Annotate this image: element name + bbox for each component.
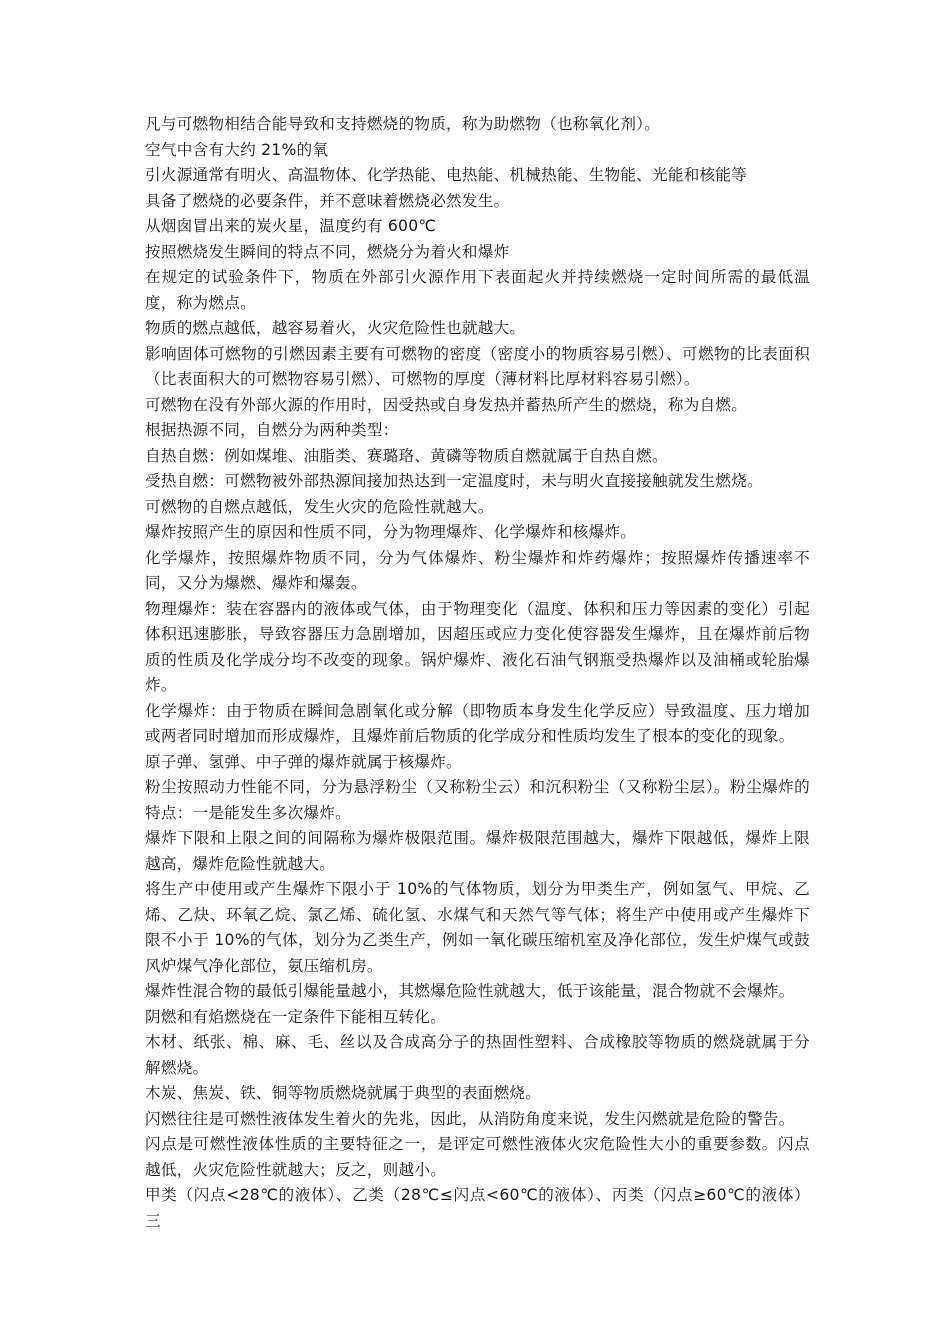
paragraph: 物质的燃点越低，越容易着火，火灾危险性也就越大。 bbox=[145, 319, 526, 337]
paragraph: 化学爆炸：由于物质在瞬间急剧氧化或分解（即物质本身发生化学反应）导致温度、压力增加或两者同时增加而形成爆炸，且爆炸前后物质的化学成分和性质均发生了根本的变化的现象。 bbox=[145, 701, 810, 745]
paragraph: 根据热源不同，自燃分为两种类型： bbox=[145, 421, 399, 439]
paragraph: 凡与可燃物相结合能导致和支持燃烧的物质，称为助燃物（也称氧化剂）。 bbox=[145, 115, 661, 133]
paragraph: 在规定的试验条件下，物质在外部引火源作用下表面起火并持续燃烧一定时间所需的最低温度，称为燃点。 bbox=[145, 268, 810, 312]
paragraph: 空气中含有大约 21%的氧 bbox=[145, 140, 329, 159]
paragraph: 引火源通常有明火、高温物体、化学热能、电热能、机械热能、生物能、光能和核能等 bbox=[145, 166, 748, 184]
paragraph: 具备了燃烧的必要条件，并不意味着燃烧必然发生。 bbox=[145, 191, 510, 210]
paragraph: 影响固体可燃物的引燃因素主要有可燃物的密度（密度小的物质容易引燃）、可燃物的比表面积（比表面积大的可燃物容易引燃）、可燃物的厚度（薄材料比厚材料容易引燃）。 bbox=[145, 344, 810, 388]
paragraph: 木炭、焦炭、铁、铜等物质燃烧就属于典型的表面燃烧。 bbox=[145, 1084, 542, 1102]
paragraph: 闪燃往往是可燃性液体发生着火的先兆，因此，从消防角度来说，发生闪燃就是危险的警告。 bbox=[145, 1109, 795, 1128]
paragraph: 物理爆炸：装在容器内的液体或气体，由于物理变化（温度、体积和压力等因素的变化）引起体积迅速膨胀，导致容器压力急剧增加，因超压或应力变化使容器发生爆炸，且在爆炸前后物质的性质及化学成分均不改变的现象。锅炉爆炸、液化石油气钢瓶受热爆炸以及油桶或轮胎爆炸。 bbox=[145, 599, 810, 694]
document-body bbox=[145, 112, 810, 1234]
paragraph: 阴燃和有焰燃烧在一定条件下能相互转化。 bbox=[145, 1007, 447, 1026]
paragraph: 化学爆炸，按照爆炸物质不同，分为气体爆炸、粉尘爆炸和炸药爆炸；按照爆炸传播速率不同，又分为爆燃、爆炸和爆轰。 bbox=[145, 548, 810, 592]
paragraph: 从烟囱冒出来的炭火星，温度约有 600℃ bbox=[145, 217, 437, 235]
paragraph: 受热自燃：可燃物被外部热源间接加热达到一定温度时，未与明火直接接触就发生燃烧。 bbox=[145, 472, 763, 490]
paragraph: 爆炸性混合物的最低引爆能量越小，其燃爆危险性就越大，低于该能量，混合物就不会爆炸。 bbox=[145, 982, 795, 1000]
paragraph: 甲类（闪点<28℃的液体）、乙类（28℃≤闪点<60℃的液体）、丙类（闪点≥60℃的液体）三 bbox=[145, 1186, 810, 1230]
paragraph: 可燃物在没有外部火源的作用时，因受热或自身发热并蓄热所产生的燃烧，称为自燃。 bbox=[145, 395, 748, 414]
paragraph: 将生产中使用或产生爆炸下限小于 10%的气体物质，划分为甲类生产，例如氢气、甲烷、乙烯、乙炔、环氧乙烷、氯乙烯、硫化氢、水煤气和天然气等气体；将生产中使用或产生爆炸下限不小于 10%的气体，划分为乙类生产，例如一氧化碳压缩机室及净化部位，发生炉煤气或鼓风炉煤气净化部位，氨压缩机房。 bbox=[145, 880, 810, 975]
paragraph: 爆炸下限和上限之间的间隔称为爆炸极限范围。爆炸极限范围越大，爆炸下限越低，爆炸上限越高，爆炸危险性就越大。 bbox=[145, 829, 810, 873]
paragraph: 可燃物的自燃点越低，发生火灾的危险性就越大。 bbox=[145, 497, 494, 516]
paragraph: 按照燃烧发生瞬间的特点不同，燃烧分为着火和爆炸 bbox=[145, 242, 510, 261]
paragraph: 粉尘按照动力性能不同，分为悬浮粉尘（又称粉尘云）和沉积粉尘（又称粉尘层）。粉尘爆炸的特点：一是能发生多次爆炸。 bbox=[145, 778, 810, 822]
paragraph: 爆炸按照产生的原因和性质不同，分为物理爆炸、化学爆炸和核爆炸。 bbox=[145, 523, 637, 541]
paragraph: 木材、纸张、棉、麻、毛、丝以及合成高分子的热固性塑料、合成橡胶等物质的燃烧就属于分解燃烧。 bbox=[145, 1033, 810, 1077]
paragraph: 原子弹、氢弹、中子弹的爆炸就属于核爆炸。 bbox=[145, 752, 462, 771]
paragraph: 自热自燃：例如煤堆、油脂类、赛璐珞、黄磷等物质自燃就属于自热自燃。 bbox=[145, 446, 668, 465]
paragraph: 闪点是可燃性液体性质的主要特征之一，是评定可燃性液体火灾危险性大小的重要参数。闪点越低，火灾危险性就越大；反之，则越小。 bbox=[145, 1135, 810, 1179]
